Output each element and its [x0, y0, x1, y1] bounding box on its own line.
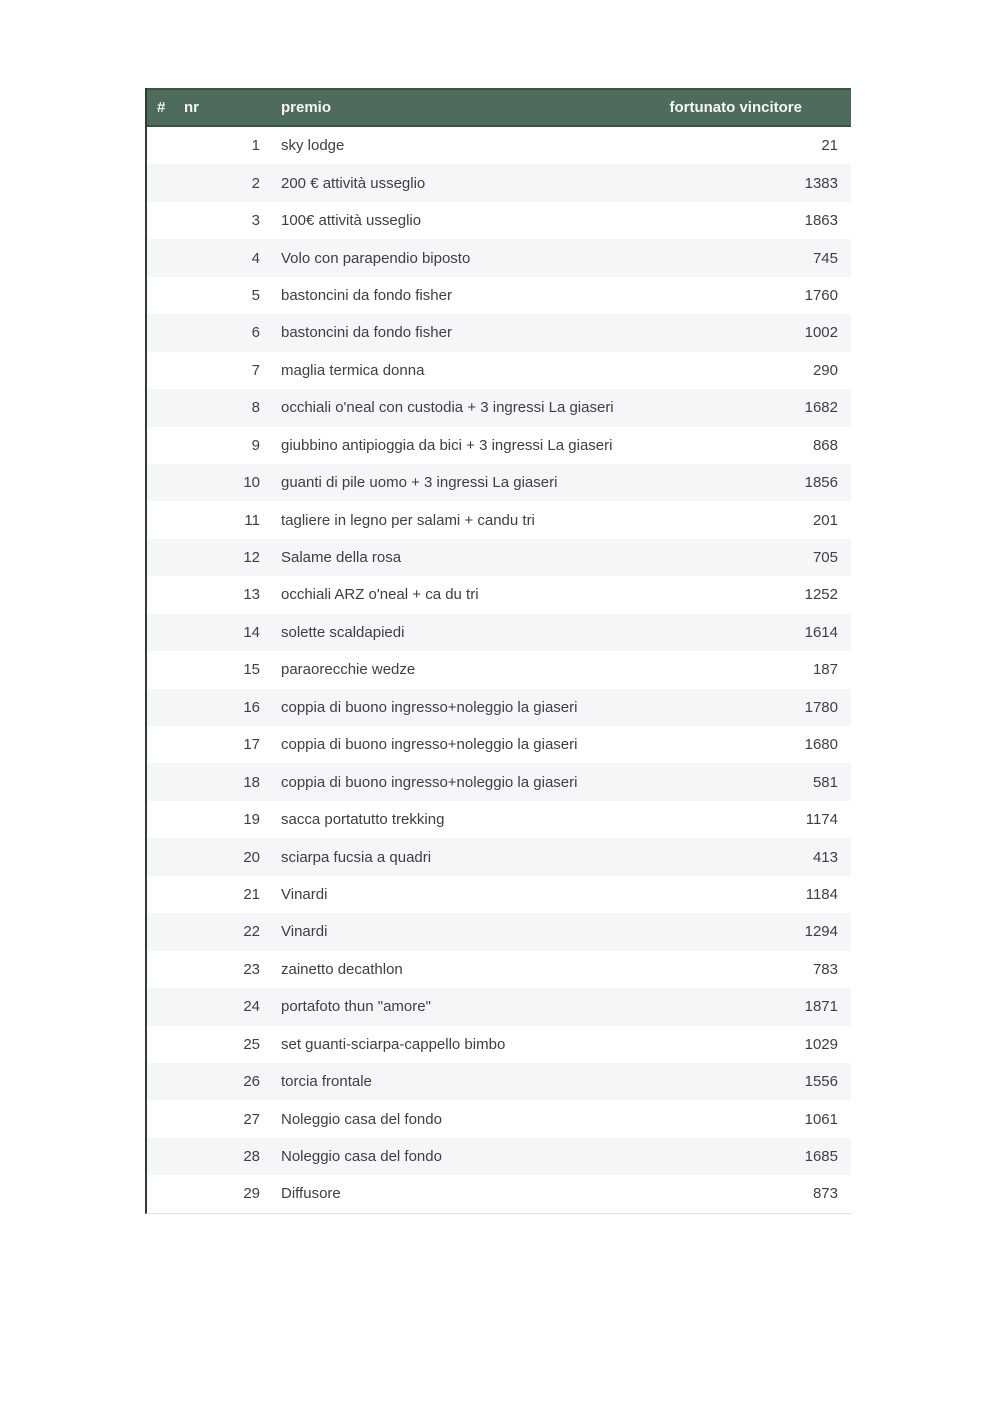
table-row	[147, 1100, 851, 1137]
cell-nr: 26	[243, 1073, 260, 1091]
cell-premio: paraorecchie wedze	[281, 661, 416, 679]
cell-nr: 27	[243, 1110, 260, 1128]
cell-vincitore: 1863	[804, 212, 838, 230]
cell-premio: sky lodge	[281, 137, 345, 155]
cell-nr: 4	[251, 249, 260, 267]
cell-nr: 21	[243, 885, 260, 903]
cell-nr: 2	[251, 174, 260, 192]
cell-premio: coppia di buono ingresso+noleggio la giaseri	[281, 736, 578, 754]
cell-nr: 17	[243, 736, 260, 754]
cell-nr: 1	[251, 137, 260, 155]
table-row	[147, 801, 851, 838]
table-row	[147, 164, 851, 201]
cell-vincitore: 1680	[804, 736, 838, 754]
cell-vincitore: 1871	[804, 998, 838, 1016]
cell-nr: 15	[243, 661, 260, 679]
cell-premio: Noleggio casa del fondo	[281, 1110, 442, 1128]
table-row	[147, 726, 851, 763]
table-row	[147, 277, 851, 314]
cell-premio: coppia di buono ingresso+noleggio la giaseri	[281, 698, 578, 716]
cell-premio: giubbino antipioggia da bici + 3 ingressi La giaseri	[281, 436, 613, 454]
cell-premio: Salame della rosa	[281, 549, 402, 567]
table-row	[147, 1026, 851, 1063]
cell-premio: zainetto decathlon	[281, 960, 403, 978]
col-header-premio: premio	[281, 99, 332, 116]
table-row	[147, 838, 851, 875]
cell-nr: 13	[243, 586, 260, 604]
cell-nr: 12	[243, 549, 260, 567]
table-row	[147, 876, 851, 913]
table-row	[147, 951, 851, 988]
cell-premio: portafoto thun "amore"	[281, 998, 431, 1016]
cell-premio: bastoncini da fondo fisher	[281, 286, 452, 304]
cell-vincitore: 1760	[804, 286, 838, 304]
cell-nr: 19	[243, 811, 260, 829]
cell-vincitore: 187	[812, 661, 838, 679]
table-header	[147, 88, 851, 127]
table-row	[147, 1175, 851, 1212]
cell-vincitore: 290	[812, 361, 838, 379]
cell-vincitore: 1002	[804, 324, 838, 342]
cell-nr: 9	[251, 436, 260, 454]
cell-nr: 25	[243, 1035, 260, 1053]
cell-nr: 6	[251, 324, 260, 342]
table-row	[147, 539, 851, 576]
table-row	[147, 988, 851, 1025]
col-header-nr: nr	[184, 99, 199, 116]
cell-premio: sciarpa fucsia a quadri	[281, 848, 432, 866]
cell-premio: sacca portatutto trekking	[281, 811, 445, 829]
cell-vincitore: 868	[812, 436, 838, 454]
cell-nr: 5	[251, 286, 260, 304]
cell-premio: 200 € attività usseglio	[281, 174, 426, 192]
cell-premio: Diffusore	[281, 1185, 341, 1203]
cell-vincitore: 1174	[805, 811, 838, 829]
table-row	[147, 501, 851, 538]
cell-nr: 14	[243, 623, 260, 641]
cell-premio: bastoncini da fondo fisher	[281, 324, 452, 342]
cell-premio: tagliere in legno per salami + candu tri	[281, 511, 535, 529]
cell-vincitore: 873	[812, 1185, 838, 1203]
cell-vincitore: 783	[812, 960, 838, 978]
cell-premio: occhiali ARZ o'neal + ca du tri	[281, 586, 479, 604]
cell-vincitore: 1685	[804, 1148, 838, 1166]
cell-nr: 16	[243, 698, 260, 716]
cell-vincitore: 1682	[804, 399, 838, 417]
cell-vincitore: 1252	[804, 586, 838, 604]
cell-premio: Vinardi	[281, 885, 328, 903]
cell-vincitore: 1061	[804, 1110, 838, 1128]
table-row	[147, 202, 851, 239]
cell-vincitore: 1856	[804, 474, 838, 492]
cell-vincitore: 201	[812, 511, 838, 529]
table-row	[147, 1063, 851, 1100]
table-row	[147, 427, 851, 464]
cell-vincitore: 745	[812, 249, 838, 267]
cell-vincitore: 413	[812, 848, 838, 866]
cell-premio: Volo con parapendio biposto	[281, 249, 471, 267]
cell-premio: guanti di pile uomo + 3 ingressi La giaseri	[281, 474, 558, 492]
cell-premio: solette scaldapiedi	[281, 623, 405, 641]
cell-premio: Vinardi	[281, 923, 328, 941]
cell-nr: 3	[251, 212, 260, 230]
table-row	[147, 763, 851, 800]
cell-vincitore: 1029	[804, 1035, 838, 1053]
table-row	[147, 314, 851, 351]
cell-vincitore: 581	[812, 773, 838, 791]
cell-vincitore: 705	[812, 549, 838, 567]
prize-table	[145, 88, 851, 1214]
cell-vincitore: 21	[821, 137, 838, 155]
cell-nr: 7	[251, 361, 260, 379]
cell-premio: occhiali o'neal con custodia + 3 ingressi La giaseri	[281, 399, 614, 417]
table-row	[147, 614, 851, 651]
cell-vincitore: 1294	[804, 923, 838, 941]
table-row	[147, 689, 851, 726]
cell-nr: 8	[251, 399, 260, 417]
cell-vincitore: 1614	[804, 623, 838, 641]
cell-nr: 24	[243, 998, 260, 1016]
cell-nr: 18	[243, 773, 260, 791]
cell-premio: maglia termica donna	[281, 361, 425, 379]
cell-vincitore: 1383	[804, 174, 838, 192]
cell-premio: Noleggio casa del fondo	[281, 1148, 442, 1166]
cell-nr: 11	[244, 511, 260, 529]
table-row	[147, 1138, 851, 1175]
cell-premio: torcia frontale	[281, 1073, 372, 1091]
cell-vincitore: 1556	[804, 1073, 838, 1091]
cell-nr: 20	[243, 848, 260, 866]
table-row	[147, 352, 851, 389]
cell-vincitore: 1184	[805, 885, 838, 903]
table-row	[147, 239, 851, 276]
table-row	[147, 127, 851, 164]
table-row	[147, 464, 851, 501]
cell-nr: 10	[243, 474, 260, 492]
cell-nr: 23	[243, 960, 260, 978]
cell-premio: 100€ attività usseglio	[281, 212, 422, 230]
table-row	[147, 913, 851, 950]
table-row	[147, 651, 851, 688]
cell-nr: 22	[243, 923, 260, 941]
col-header-fortunato-vincitore: fortunato vincitore	[669, 99, 802, 116]
cell-vincitore: 1780	[804, 698, 838, 716]
col-header-hash: #	[157, 99, 166, 116]
cell-premio: set guanti-sciarpa-cappello bimbo	[281, 1035, 506, 1053]
cell-nr: 29	[243, 1185, 260, 1203]
table-row	[147, 389, 851, 426]
cell-premio: coppia di buono ingresso+noleggio la giaseri	[281, 773, 578, 791]
table-body	[147, 127, 851, 1213]
table-row	[147, 576, 851, 613]
cell-nr: 28	[243, 1148, 260, 1166]
